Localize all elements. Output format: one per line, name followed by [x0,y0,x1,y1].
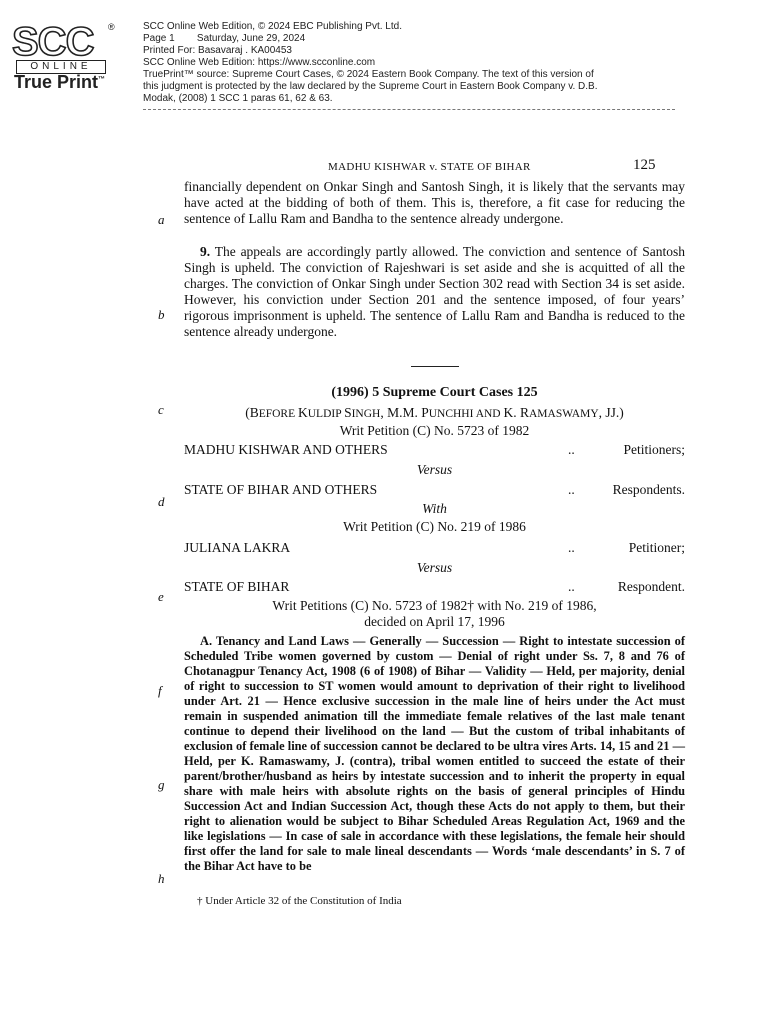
logo-scc-text: SCC [12,20,94,64]
versus-1: Versus [416,462,453,477]
margin-letter-h: h [158,871,165,886]
party-4-name: STATE OF BIHAR [184,579,290,594]
party-3-role: Petitioner; [628,540,685,555]
print-header [143,21,753,105]
party-3-dots: .. [568,540,575,555]
versus-2: Versus [416,560,453,575]
margin-letter-e: e [158,589,164,604]
logo-registered-mark: ® [108,22,115,32]
section-divider [411,366,459,367]
header-divider [143,109,675,110]
header-line-source-3: Modak, (2008) 1 SCC 1 paras 61, 62 & 63. [143,93,333,104]
decided-line-2: decided on April 17, 1996 [364,614,505,629]
running-title: MADHU KISHWAR v. STATE OF BIHAR [328,161,531,173]
paragraph-carryover: financially dependent on Onkar Singh and Santosh Singh, it is likely that the servants may have acted at the bidding of both of them. This is, therefore, a fit case for reducing the sentence of Lallu Ram and Bandha to the sentence already undergone. [184,179,685,226]
writ-petition-2: Writ Petition (C) No. 219 of 1986 [343,519,526,534]
header-line-printed-for: Printed For: Basavaraj . KA00453 [143,45,292,56]
paragraph-9-number: 9. [200,244,211,259]
logo-online-text: ONLINE [16,60,106,74]
headnote-a: A. Tenancy and Land Laws — Generally — Succession — Right to intestate succession of Scheduled Tribe women governed by custom — Denial of right under Ss. 7, 8 and 76 of Chotanagpur Tenancy Act, 1908 (6 of 1908) of Bihar — Validity — Held, per majority, denial of right to succession to ST women would amount to deprivation of their right to livelihood under Art. 21 — Hence exclusive succession in the male line of heirs under the Act must remain in suspended animation till the immediate female relatives of the last male tenant continue to depend their livelihood on the land — But the custom of tribal inhabitants of exclusion of female line of succession cannot be declared to be ultra vires Arts. 14, 15 and 21 — Held, per K. Ramaswamy, J. (contra), tribal women entitled to succeed the estate of their parent/brother/husband as heirs by intestate succession and to inherit the property in equal share with male heirs with absolute rights on the basis of general principles of Hindu Succession Act and Indian Succession Act, though these Acts do not apply to them, but their right to alienation would be subject to Bihar Scheduled Areas Regulation Act, 1969 and the like legislations — In case of sale in accordance with these legislations, the female heir should first offer the land for sale to male lineal descendants — Words ‘male descendants’ in S. 7 of the Bihar Act have to be [184,634,685,873]
header-line-page: Page 1 Saturday, June 29, 2024 [143,33,306,44]
decided-line-1: Writ Petitions (C) No. 5723 of 1982† with No. 219 of 1986, [272,598,597,613]
scc-online-logo [12,22,122,92]
header-line-source-2: this judgment is protected by the law declared by the Supreme Court in Eastern Book Company v. D.B. [143,81,598,92]
party-2-dots: .. [568,482,575,497]
margin-letter-f: f [158,683,162,698]
writ-petition-1: Writ Petition (C) No. 5723 of 1982 [339,423,530,438]
party-4-dots: .. [568,579,575,594]
header-line-source-1: TruePrint™ source: Supreme Court Cases, © 2024 Eastern Book Company. The text of this version of [143,69,594,80]
margin-letter-d: d [158,494,165,509]
logo-trueprint-text: True Print™ [14,72,106,92]
header-line-website: SCC Online Web Edition: https://www.scconline.com [143,57,376,68]
party-4-role: Respondent. [617,579,685,594]
party-1-name: MADHU KISHWAR AND OTHERS [184,442,388,457]
bench-line: (BEFORE KULDIP SINGH, M.M. PUNCHHI AND K. RAMASWAMY, JJ.) [245,405,624,420]
paragraph-9-text: The appeals are accordingly partly allowed. The conviction and sentence of Santosh Singh is upheld. The conviction of Rajeshwari is set aside and she is acquitted of all the charges. The conviction of Onkar Singh under Section 302 read with Section 34 is set aside. However, his conviction under Section 201 and the sentence imposed, of four years’ rigorous imprisonment is upheld. The sentence of Lallu Ram and Bandha is reduced to the sentence already undergone. [184,244,685,339]
margin-letter-g: g [158,777,165,792]
party-1-dots: .. [568,442,575,457]
margin-letter-a: a [158,212,165,227]
with-label: With [422,501,447,516]
case-citation: (1996) 5 Supreme Court Cases 125 [331,385,538,400]
party-3-name: JULIANA LAKRA [184,540,291,555]
party-2-name: STATE OF BIHAR AND OTHERS [184,482,378,497]
paragraph-9 [184,244,685,340]
margin-letter-b: b [158,307,165,322]
party-2-role: Respondents. [612,482,685,497]
party-1-role: Petitioners; [623,442,685,457]
header-line-edition: SCC Online Web Edition, © 2024 EBC Publishing Pvt. Ltd. [143,21,402,32]
margin-letter-c: c [158,402,164,417]
page-number: 125 [633,157,656,173]
footnote: † Under Article 32 of the Constitution of India [197,895,402,907]
